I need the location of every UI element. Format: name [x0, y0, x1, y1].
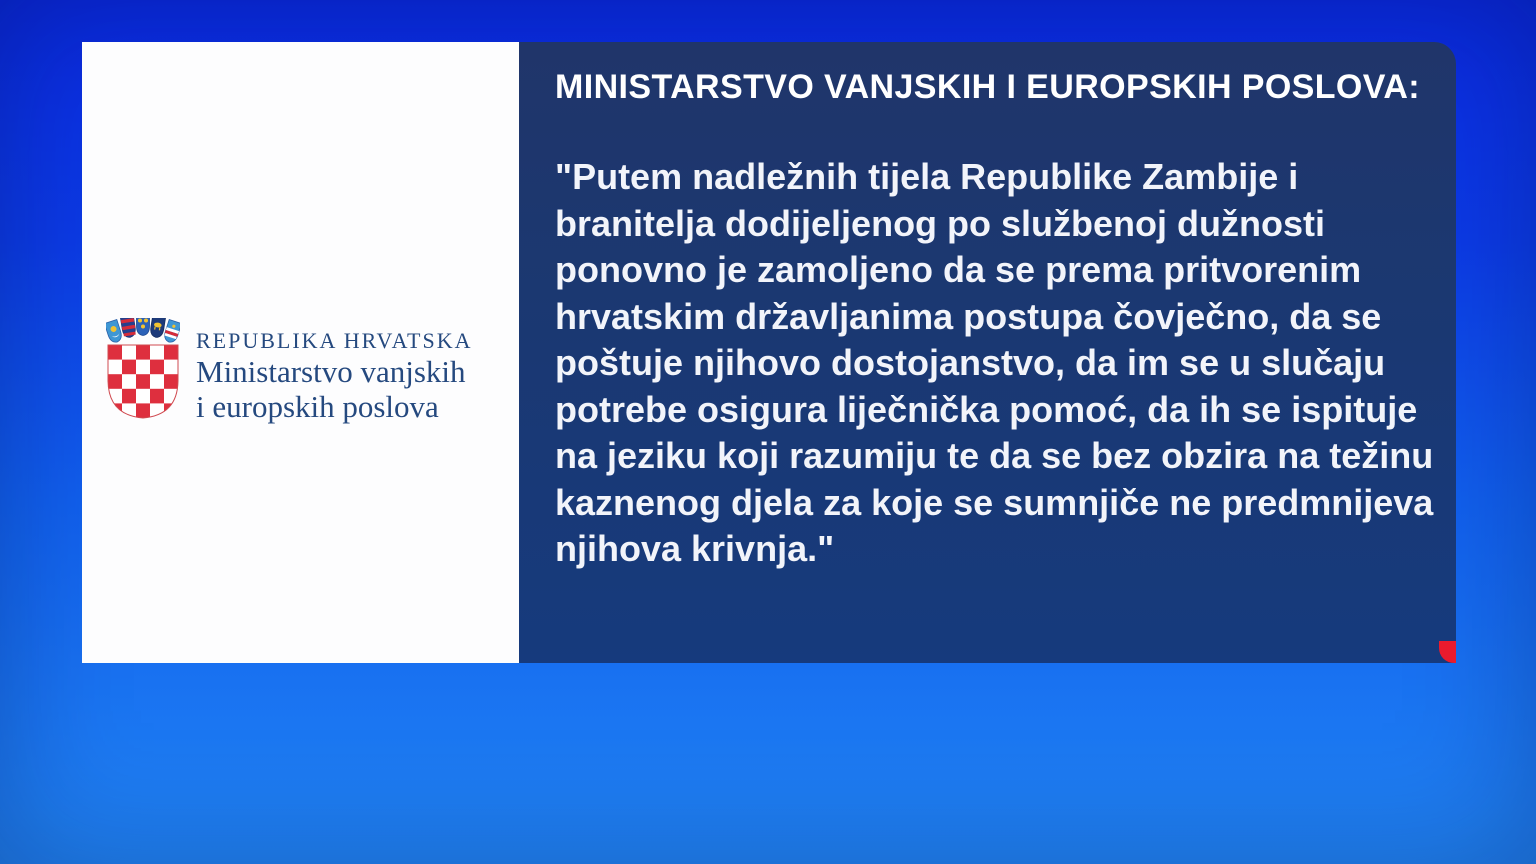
- ministry-name-line-1: Ministarstvo vanjskih: [196, 354, 466, 389]
- statement-quote: [555, 154, 1455, 573]
- croatia-coat-of-arms-icon: [106, 318, 180, 420]
- statement-quote-line: potrebe osigura liječnička pomoć, da ih se ispituje: [555, 388, 1418, 430]
- statement-quote-line: ponovno je zamoljeno da se prema pritvorenim: [555, 249, 1362, 290]
- country-name: REPUBLIKA HRVATSKA: [196, 328, 473, 353]
- statement-quote-line: njihova krivnja.": [555, 528, 835, 569]
- statement-panel: [519, 42, 1456, 663]
- statement-quote-line: branitelja dodijeljenog po službenoj dužnosti: [555, 202, 1326, 244]
- statement-quote-line: poštuje njihovo dostojanstvo, da im se u slučaju: [555, 342, 1386, 383]
- statement-quote-line: hrvatskim državljanima postupa čovječno, da se: [555, 295, 1382, 337]
- ministry-logo-text: [196, 318, 473, 424]
- red-corner-accent: [1439, 641, 1456, 663]
- statement-card: [82, 42, 1456, 663]
- statement-source-title: MINISTARSTVO VANJSKIH I EUROPSKIH POSLOVA:: [555, 68, 1420, 106]
- statement-quote-line: kaznenog djela za koje se sumnjiče ne predmnijeva: [555, 481, 1434, 523]
- ministry-logo-block: [106, 318, 473, 424]
- statement-quote-line: na jeziku koji razumiju te da se bez obzira na težinu: [555, 435, 1434, 476]
- ministry-logo-panel: [82, 42, 519, 663]
- statement-quote-line: "Putem nadležnih tijela Republike Zambije i: [555, 156, 1299, 197]
- ministry-name-line-2: i europskih poslova: [196, 389, 439, 424]
